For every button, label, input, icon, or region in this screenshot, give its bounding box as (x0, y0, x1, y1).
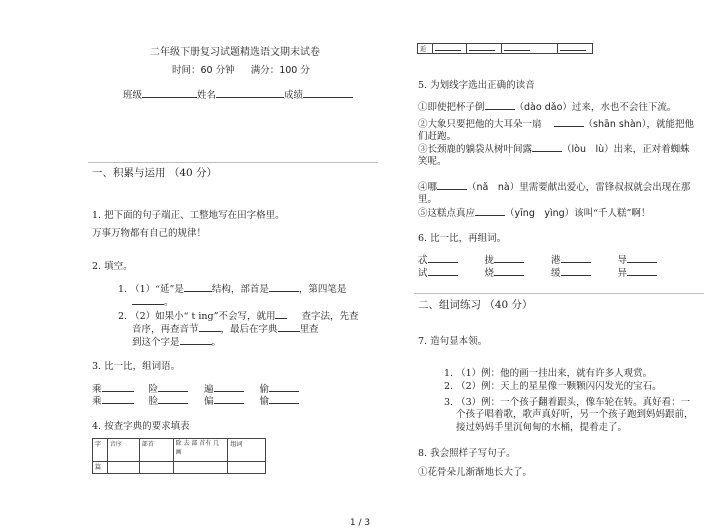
q5-text: ）里需要献出爱心，雷锋叔叔就会出现在那 (509, 182, 691, 193)
q7-item-3-line3: 接过妈妈手里沉甸甸的水桶，提着走了。 (456, 422, 628, 433)
q3-blank[interactable] (214, 394, 244, 404)
q6-char: 异 (617, 268, 628, 279)
q5-text: ①即使把杯子倒 (418, 102, 485, 113)
section2-divider (414, 293, 704, 294)
q3-blank[interactable] (269, 382, 299, 392)
q5-paren: （ (467, 182, 477, 193)
class-field[interactable] (142, 88, 197, 98)
q3-blank[interactable] (158, 382, 188, 392)
q3-char: 险 (148, 384, 159, 395)
q5-text: ⑤这糕点真应 (418, 208, 476, 219)
q5-blank[interactable] (437, 180, 467, 190)
q6-blank[interactable] (627, 266, 657, 276)
grade-field[interactable] (303, 88, 353, 98)
name-label: 姓名 (197, 90, 217, 101)
table-header-strokes: 除 去 部 首有 几 画 (173, 439, 228, 462)
q5-pinyin: shān shàn (593, 119, 642, 130)
q3-blank[interactable] (158, 394, 188, 404)
q6-char: 拢 (484, 255, 495, 266)
q5-blank[interactable] (532, 142, 562, 152)
q5-text: ③长颈鹿的躺袋从树叶间露 (418, 144, 533, 155)
q5-item-4 (418, 179, 690, 193)
q2-item-1-text-a: （1）“延”是 (130, 284, 184, 295)
q2-blank[interactable] (269, 282, 299, 292)
q3-char: 乘 (92, 384, 102, 395)
section1-heading: 一、积累与运用 （40 分） (92, 167, 218, 179)
q5-blank[interactable] (485, 100, 515, 110)
q6-blank[interactable] (561, 253, 591, 263)
q5-text: ）过来，水也不会往下流。 (562, 102, 677, 113)
q3-char: 偷 (259, 384, 270, 395)
q5-text: ）该叫“千人糕”啊！ (564, 208, 651, 219)
q5-pinyin: yīng yìng (514, 208, 565, 219)
q3-blank[interactable] (102, 394, 134, 404)
q5-paren: （ (505, 208, 515, 219)
exam-meta (172, 62, 310, 76)
q3-char: 脸 (148, 396, 159, 407)
q5-text: ）出来，正对着蜘蛛 (604, 144, 690, 155)
table-header-char: 字 (93, 439, 108, 462)
student-info-line (123, 87, 353, 101)
exam-title: 二年级下册复习试题精选语文期末试卷 (150, 47, 320, 58)
time-value: 60 分钟 (200, 65, 235, 76)
section2-heading: 二、组词练习 （40 分） (418, 299, 533, 311)
q3-char: 偏 (204, 396, 214, 407)
q6-blank[interactable] (627, 253, 657, 263)
q6-blank[interactable] (561, 266, 591, 276)
q3-row-2 (92, 393, 299, 407)
q5-blank[interactable] (554, 117, 584, 127)
q2-blank[interactable] (199, 322, 221, 332)
q7-text: （1）例：他的画一挂出来，就有许多人观赏。 (456, 368, 653, 379)
q5-item-3 (418, 141, 690, 155)
q6-blank[interactable] (428, 266, 458, 276)
q7-num: 2. (444, 381, 454, 392)
q2-item-2-text-a: （2）如果小“ t ing”不会写，就用 (130, 311, 276, 322)
q6-char: 烧 (484, 268, 495, 279)
q2-item-2-num: 2. (118, 311, 128, 322)
q2-item-1-cont: 。 (132, 294, 174, 308)
top-table-label: 逅 (418, 44, 433, 54)
q5-paren: （ (562, 144, 572, 155)
q5-title: 5. 为划线字选出正确的读音 (418, 80, 535, 91)
table-cell[interactable] (432, 44, 467, 54)
q2-item-2 (118, 308, 358, 322)
q6-char: 缓 (551, 268, 561, 279)
q5-pinyin: dào dǎo (524, 102, 563, 113)
q7-text: （3）例：一个孩子翻着跟头，像车轮在转。真好看：一 (456, 397, 691, 408)
table-cell[interactable] (139, 462, 173, 474)
q6-char: 忒 (418, 255, 428, 266)
q3-char: 遍 (204, 384, 214, 395)
q3-char: 乘 (92, 396, 102, 407)
q3-blank[interactable] (102, 382, 134, 392)
q5-item-4-cont: 里。 (418, 194, 438, 205)
q7-item-2 (444, 378, 662, 392)
q5-text: ），就能把他 (641, 119, 694, 130)
q3-title: 3. 比一比，组词语。 (92, 361, 181, 372)
q5-item-2-cont: 们赶跑。 (418, 131, 457, 142)
score-label: 满分： (250, 65, 280, 76)
q6-row-1 (418, 252, 657, 266)
q2-blank[interactable] (132, 295, 164, 305)
table-header-radical: 部首 (139, 439, 173, 462)
q5-pinyin: lòu lù (571, 144, 605, 155)
q3-char: 愉 (259, 396, 270, 407)
q5-paren: （ (583, 119, 594, 130)
q5-item-1 (418, 99, 676, 113)
table-cell[interactable] (558, 44, 593, 54)
section1-divider (88, 162, 378, 163)
q5-text: ②大象只要把他的大耳朵一扇 (418, 119, 542, 130)
q8-sentence: ①花骨朵儿渐渐地长大了。 (418, 467, 533, 478)
q7-title: 7. 造句显本领。 (418, 336, 488, 347)
q6-row-2 (418, 265, 657, 279)
q2-item-2-text-f: 里查 (299, 324, 319, 335)
table-cell[interactable] (107, 462, 139, 474)
name-field[interactable] (216, 88, 284, 98)
q2-title: 2. 填空。 (92, 261, 133, 272)
q8-title: 8. 我会照样子写句子。 (418, 448, 516, 459)
table-cell[interactable] (467, 44, 502, 54)
q1-title: 1. 把下面的句子端正、工整地写在田字格里。 (92, 210, 285, 221)
q5-item-2 (418, 116, 694, 130)
q2-item-2-text-d: ，再查音节 (151, 324, 199, 335)
q6-blank[interactable] (494, 266, 524, 276)
q3-blank[interactable] (269, 394, 299, 404)
q2-blank[interactable] (278, 322, 300, 332)
q2-item-2-text-g: 到这个字是 (132, 337, 180, 348)
q7-item-3-line2: 个孩子唱着歌，歌声真好听，另一个孩子跑到妈妈跟前， (456, 409, 694, 420)
q2-blank[interactable] (180, 335, 212, 345)
dictionary-table (92, 438, 266, 474)
q6-char: 试 (418, 268, 428, 279)
q7-num: 1. (444, 368, 454, 379)
table-cell[interactable] (501, 44, 557, 54)
q2-item-2-line2 (132, 321, 319, 335)
q1-sentence: 万事万物都有自己的规律！ (92, 228, 207, 239)
q7-item-1 (444, 365, 652, 379)
q4-title: 4. 按查字典的要求填表 (92, 421, 190, 432)
q2-item-2-text-c: 音序 (132, 324, 152, 335)
q5-pinyin: nǎ nà (476, 182, 510, 193)
q2-item-1-text-b: 结构，部首是 (211, 284, 269, 295)
q5-item-5 (418, 205, 650, 219)
q3-blank[interactable] (214, 382, 244, 392)
q2-item-2-text-b: 查字法，先查 (301, 311, 359, 322)
top-table-fragment (417, 43, 593, 54)
q5-item-3-cont: 笑呢。 (418, 156, 447, 167)
q6-char: 港 (551, 255, 561, 266)
time-label: 时间： (172, 65, 201, 76)
q2-blank[interactable] (184, 282, 212, 292)
table-header-words: 组词 (228, 439, 266, 462)
grade-label: 成绩 (284, 90, 304, 101)
q2-item-2-text-e: ，最后在字典 (220, 324, 278, 335)
q6-blank[interactable] (494, 253, 524, 263)
q2-item-2-line3: 到这个字是 。 (132, 337, 222, 348)
q2-blank[interactable] (275, 309, 287, 319)
q5-blank[interactable] (475, 206, 505, 216)
table-row-char: 篇 (93, 462, 108, 474)
q7-text: （2）例：天上的星星像一颗颗闪闪发光的宝石。 (456, 381, 662, 392)
table-header-phonetic: 音序 (107, 439, 139, 462)
table-cell[interactable] (228, 462, 266, 474)
q2-item-1 (118, 281, 346, 295)
q5-text: ④哪 (418, 182, 438, 193)
class-label: 班级 (123, 90, 143, 101)
q6-char: 导 (617, 255, 628, 266)
page-number: 1 / 3 (349, 518, 371, 528)
table-cell[interactable] (173, 462, 228, 474)
q5-paren: （ (514, 102, 525, 113)
q6-title: 6. 比一比，再组词。 (418, 233, 507, 244)
score-value: 100 分 (279, 65, 310, 76)
q2-item-1-num: 1. (118, 284, 128, 295)
q2-item-1-text-c: ，第四笔是 (298, 284, 347, 295)
q7-num: 3. (444, 397, 454, 408)
q6-blank[interactable] (428, 253, 458, 263)
